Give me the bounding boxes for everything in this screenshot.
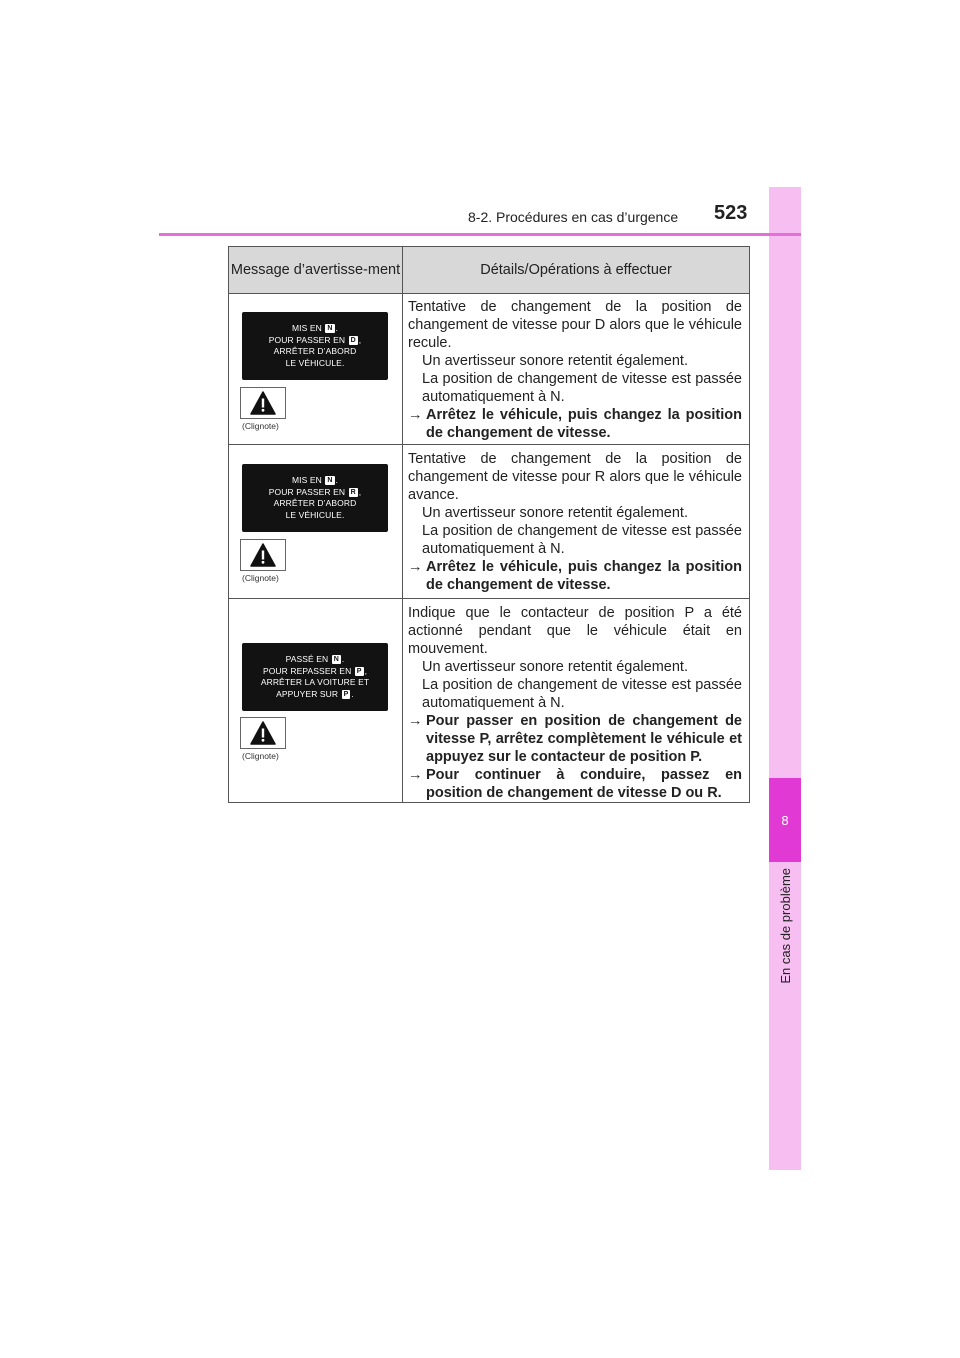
description-note: La position de changement de vitesse est passée automatiquement à N.: [422, 371, 742, 405]
description-intro: Indique que le contacteur de position P a été actionné pendant que le véhicule était en mouvement.: [408, 605, 742, 657]
header-divider: [159, 233, 801, 236]
gear-key-label: N: [327, 325, 333, 332]
blink-label: (Clignote): [242, 751, 279, 761]
blink-label: (Clignote): [242, 573, 279, 583]
gear-key-label: N: [327, 477, 333, 484]
gear-key-label: R: [350, 488, 356, 496]
table-row: [229, 294, 749, 445]
description-action: → Pour passer en position de changement de vitesse P, arrêtez complètement le véhicule et appuyez sur le contacteur de position P.: [408, 713, 742, 765]
arrow-icon: →: [408, 407, 423, 423]
row-description: [408, 450, 742, 594]
table-row: [229, 445, 749, 599]
description-intro: Tentative de changement de la position de changement de vitesse pour D alors que le véhicule recule.: [408, 299, 742, 351]
table-header: [229, 247, 749, 294]
display-screen-image: PASSÉ EN N . POUR REPASSER EN P , ARRÊTER LA VOITURE ET APPUYER SUR P .: [242, 643, 388, 711]
description-note: Un avertisseur sonore retentit également.: [422, 659, 688, 675]
warning-triangle-icon: [240, 539, 286, 571]
description-intro: Tentative de changement de la position de changement de vitesse pour R alors que le véhicule avance.: [408, 451, 742, 503]
description-note: Un avertisseur sonore retentit également.: [422, 353, 688, 369]
arrow-icon: →: [408, 767, 423, 783]
warning-triangle-icon: [240, 717, 286, 749]
chapter-side-tab: [769, 187, 801, 1170]
blink-label: (Clignote): [242, 421, 279, 431]
warning-triangle-icon: [240, 387, 286, 419]
gear-key-label: P: [356, 667, 362, 675]
gear-key-label: N: [333, 656, 339, 663]
arrow-icon: →: [408, 713, 423, 729]
column-header-message: Message d’avertisse-ment: [229, 247, 403, 293]
chapter-title-text: En cas de problème: [777, 868, 793, 984]
section-title: 8-2. Procédures en cas d’urgence: [468, 209, 679, 225]
gear-key-label: D: [350, 336, 356, 344]
chapter-number: 8: [769, 778, 801, 862]
row-description: [408, 298, 742, 442]
table-row: [229, 599, 749, 802]
arrow-icon: →: [408, 559, 423, 575]
description-note: La position de changement de vitesse est passée automatiquement à N.: [422, 677, 742, 711]
display-screen-image: MIS EN N . POUR PASSER EN D , ARRÊTER D’ABORD LE VÉHICULE.: [242, 312, 388, 380]
page-number: 523: [714, 202, 748, 224]
description-note: La position de changement de vitesse est passée automatiquement à N.: [422, 523, 742, 557]
gear-key-label: P: [343, 690, 349, 698]
chapter-title: [769, 862, 801, 1002]
description-action: → Arrêtez le véhicule, puis changez la position de changement de vitesse.: [408, 559, 742, 593]
description-action: → Arrêtez le véhicule, puis changez la position de changement de vitesse.: [408, 407, 742, 441]
description-note: Un avertisseur sonore retentit également.: [422, 505, 688, 521]
warning-messages-table: [228, 246, 750, 803]
display-screen-image: MIS EN N . POUR PASSER EN R , ARRÊTER D’ABORD LE VÉHICULE.: [242, 464, 388, 532]
description-action: → Pour continuer à conduire, passez en position de changement de vitesse D ou R.: [408, 767, 742, 801]
column-header-details: Détails/Opérations à effectuer: [480, 261, 672, 278]
row-description: [408, 604, 742, 802]
